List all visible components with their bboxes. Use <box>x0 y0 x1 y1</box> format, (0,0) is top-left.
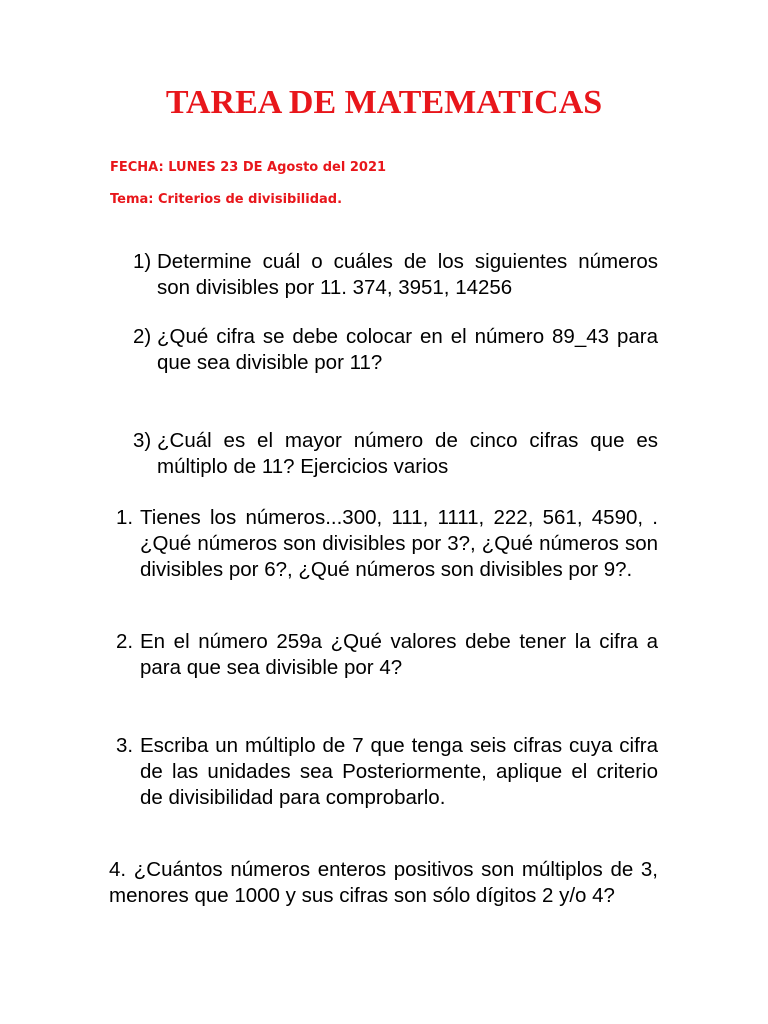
exercise-number: 2. <box>116 630 134 653</box>
exercise-number: 4. <box>109 858 127 881</box>
exercise-number: 3. <box>116 734 134 757</box>
exercise-text: Escriba un múltiplo de 7 que tenga seis cifras cuya cifra de las unidades sea Posteriormente, aplique el criterio de divisibilidad para comprobarlo. <box>140 734 658 809</box>
exercise-text <box>109 857 658 909</box>
page-title: TAREA DE MATEMATICAS <box>165 84 603 121</box>
exercise-3 <box>116 733 658 811</box>
question-text: ¿Qué cifra se debe colocar en el número 89_43 para que sea divisible por 11? <box>157 325 658 374</box>
topic-line: Tema: Criterios de divisibilidad. <box>110 192 343 207</box>
question-1 <box>133 249 658 301</box>
date-line: FECHA: LUNES 23 DE Agosto del 2021 <box>110 160 387 175</box>
exercise-4 <box>109 857 658 909</box>
exercise-number: 1. <box>116 506 134 529</box>
question-3 <box>133 428 658 480</box>
question-number: 2) <box>133 325 152 348</box>
question-number: 3) <box>133 429 152 452</box>
question-number: 1) <box>133 250 152 273</box>
exercise-1 <box>116 505 658 583</box>
exercise-body: ¿Cuántos números enteros positivos son múltiplos de 3, menores que 1000 y sus cifras son sólo dígitos 2 y/o 4? <box>109 858 658 907</box>
exercise-text: Tienes los números...300, 111, 1111, 222, 561, 4590, . ¿Qué números son divisibles por 3?, ¿Qué números son divisibles por 6?, ¿Qué números son divisibles por 9?. <box>140 506 658 581</box>
exercise-2 <box>116 629 658 681</box>
exercise-text: En el número 259a ¿Qué valores debe tener la cifra a para que sea divisible por 4? <box>140 630 658 679</box>
question-2 <box>133 324 658 376</box>
question-text: ¿Cuál es el mayor número de cinco cifras que es múltiplo de 11? Ejercicios varios <box>157 429 658 478</box>
question-text: Determine cuál o cuáles de los siguientes números son divisibles por 11. 374, 3951, 14256 <box>157 250 658 299</box>
